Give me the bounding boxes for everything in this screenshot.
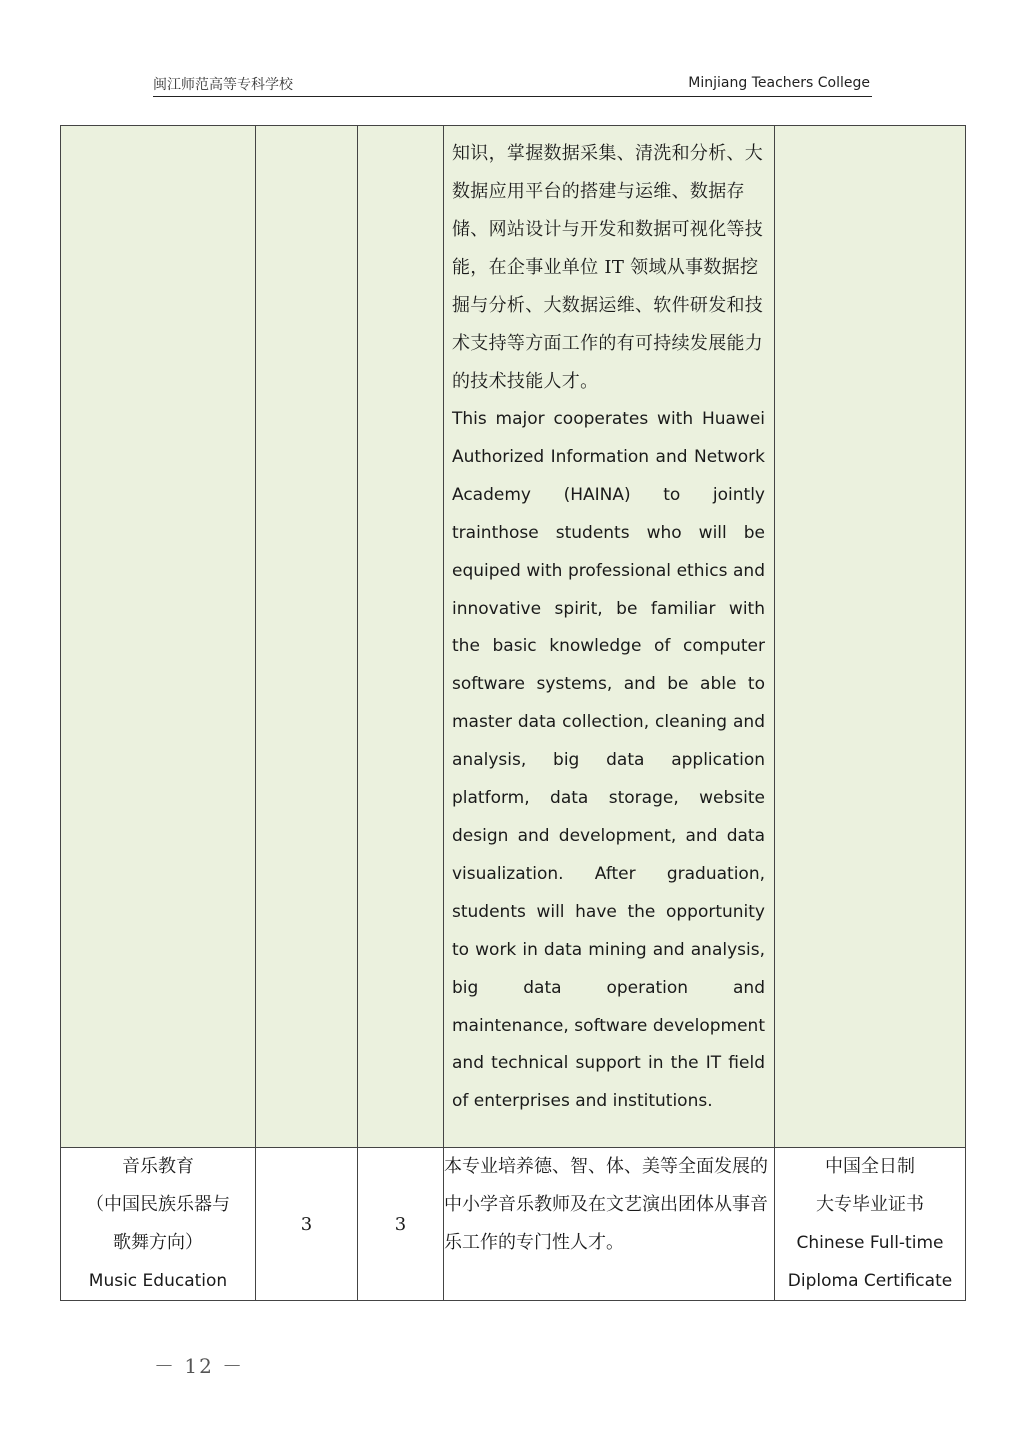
majors-table [60, 125, 966, 1301]
table-row [61, 126, 966, 1148]
certificate-cn-2: 大专毕业证书 [816, 1194, 924, 1215]
table-row [61, 1148, 966, 1301]
description-cell [444, 1148, 775, 1301]
certificate-cell [775, 126, 966, 1148]
description-cell [444, 126, 775, 1148]
certificate-cn: 中国全日制 [825, 1156, 915, 1177]
header-school-name-en: Minjiang Teachers College [688, 75, 870, 91]
page-number: － 12 － [154, 1354, 245, 1378]
major-cell [61, 1148, 256, 1301]
description-en: This major cooperates with Huawei Authorized Information and Network Academy (HAINA) to jointly trainthose students who will be equiped with professional ethics and innovative spirit, be familiar with the basic knowledge of computer software systems, and be able to master data collection, cleaning and analysis, big data application platform, data storage, website design and development, and data visualization. After graduation, students will have the opportunity to work in data mining and analysis, big data operation and maintenance, software development and technical support in the IT field of enterprises and institutions. [452, 409, 765, 1112]
certificate-en: Chinese Full-time [796, 1233, 944, 1253]
duration-cell [256, 126, 358, 1148]
major-name-en: Music Education [88, 1271, 228, 1291]
duration-cell-2 [358, 126, 444, 1148]
description-cn: 知识，掌握数据采集、清洗和分析、大数据应用平台的搭建与运维、数据存储、网站设计与开发和数据可视化等技能，在企事业单位 IT 领域从事数据挖掘与分析、大数据运维、软件研发和技术支持等方面工作的有可持续发展能力的技术技能人才。 [452, 143, 764, 392]
major-cell [61, 126, 256, 1148]
certificate-cell [775, 1148, 966, 1301]
description-cn: 本专业培养德、智、体、美等全面发展的中小学音乐教师及在文艺演出团体从事音乐工作的专门性人才。 [444, 1156, 768, 1253]
header-school-name-cn: 闽江师范高等专科学校 [153, 77, 293, 93]
duration-cell: 3 [256, 1148, 358, 1301]
certificate-en-2: Diploma Certificate [787, 1271, 953, 1291]
major-direction-cn: （中国民族乐器与 [86, 1194, 230, 1215]
major-name-cn: 音乐教育 [122, 1156, 194, 1177]
duration-cell-2: 3 [358, 1148, 444, 1301]
major-direction-cn-2: 歌舞方向） [113, 1232, 203, 1253]
page-header [153, 72, 872, 97]
